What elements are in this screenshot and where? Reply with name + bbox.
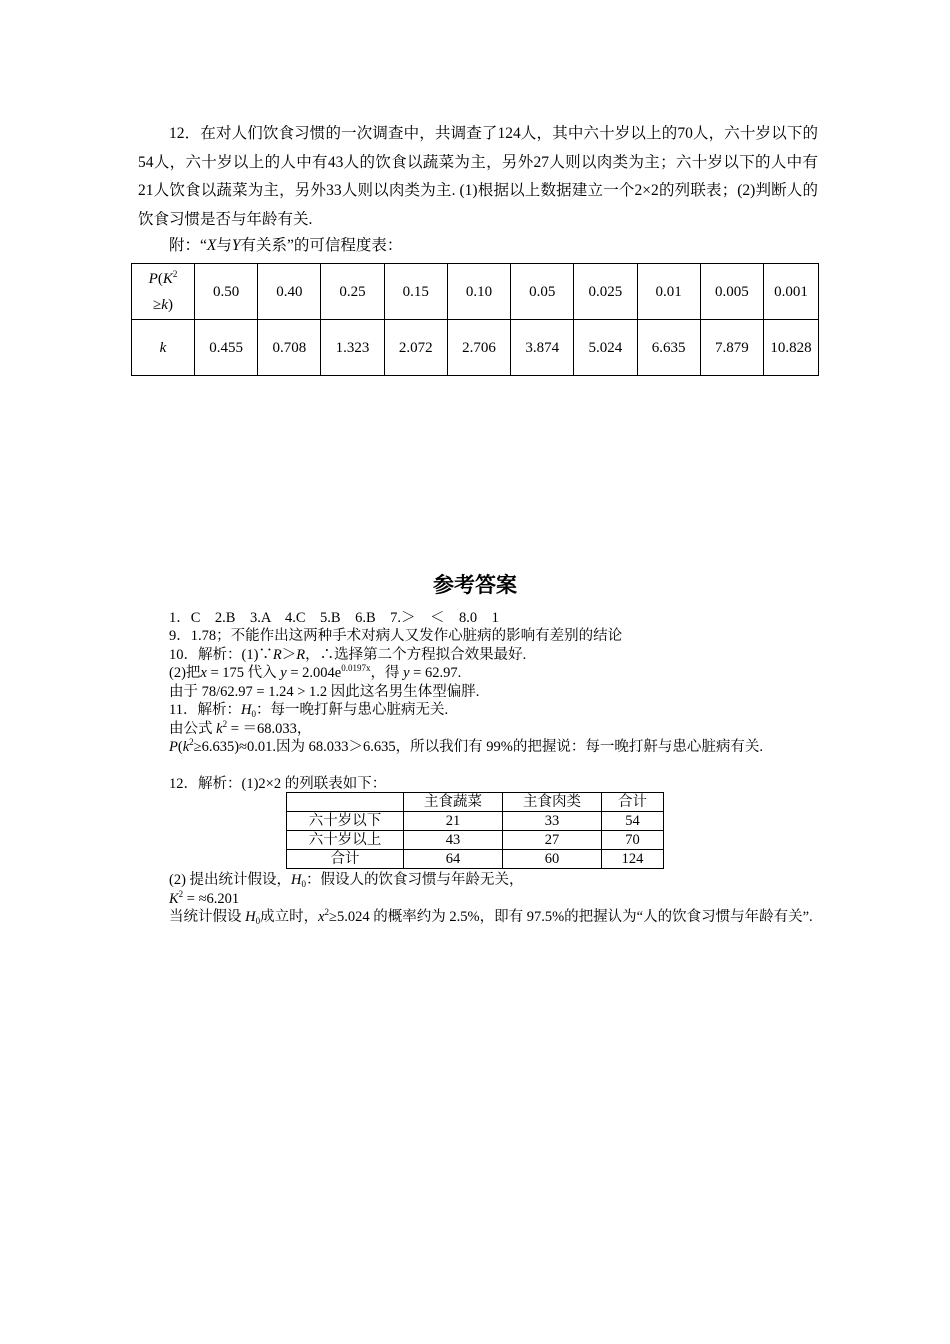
table-row	[287, 831, 664, 850]
table-cell	[287, 793, 404, 812]
table-cell: 21	[404, 812, 503, 831]
row-label-p: $P(K^2$ ≥k)	[132, 264, 195, 320]
table-cell: 六十岁以下	[287, 812, 404, 831]
problem-12-text	[138, 120, 818, 234]
table-cell: 27	[503, 831, 602, 850]
row-label-k: k	[132, 320, 195, 376]
answer-line-11: 11．解析：$H_0$：每一晚打鼾与患心脏病无关.	[169, 702, 449, 719]
table-row	[287, 850, 664, 869]
p-cell: 0.005	[700, 264, 763, 320]
appendix-prefix: 附：“	[169, 237, 207, 254]
k-cell: 2.706	[447, 320, 510, 376]
p-cell: 0.50	[195, 264, 258, 320]
answer-line-10-3: 由于 78/62.97 = 1.24 > 1.2 因此这名男生体型偏胖.	[169, 684, 480, 700]
table-header-row	[287, 793, 664, 812]
k-cell: 10.828	[764, 320, 819, 376]
answer-line-12: 12．解析：(1)2×2 的列联表如下：	[169, 776, 387, 792]
table-cell: 54	[602, 812, 664, 831]
answer-line-12-3: $K^2 = \approx 6.201$	[169, 889, 240, 907]
k-cell: 1.323	[321, 320, 384, 376]
answer-line-12-4: 当统计假设 $H_0$成立时，$x^2\ge 5.024$ 的概率约为 2.5%，即有 97.5%的把握认为“人的饮食习惯与年龄有关”.	[169, 907, 813, 926]
table-header: 主食肉类	[503, 793, 602, 812]
appendix-suffix: 有关系”的可信程度表：	[240, 237, 403, 254]
appendix-line	[138, 232, 818, 261]
table-cell: 124	[602, 850, 664, 869]
answers-title: 参考答案	[433, 573, 517, 597]
table-cell: 合计	[287, 850, 404, 869]
answer-line-10-2: (2)把x = 175 代入 $y = 2.004e^{0.0197x}$，得 y = 62.97.	[169, 663, 462, 681]
k-cell: 3.874	[511, 320, 574, 376]
answer-line-10: 10．解析：(1)∵R＞R，∴选择第二个方程拟合效果最好.	[169, 647, 527, 663]
table-cell: 64	[404, 850, 503, 869]
answer-line-11-2: 由公式 $k^2 = =68.033$，	[169, 719, 312, 737]
p-cell: 0.15	[384, 264, 447, 320]
table-header: 合计	[602, 793, 664, 812]
table-cell: 43	[404, 831, 503, 850]
k-cell: 0.708	[258, 320, 321, 376]
critical-value-table	[131, 263, 819, 376]
p-cell: 0.40	[258, 264, 321, 320]
k-cell: 0.455	[195, 320, 258, 376]
table-cell: 33	[503, 812, 602, 831]
table-row	[287, 812, 664, 831]
p-cell: 0.10	[447, 264, 510, 320]
p-cell: 0.01	[637, 264, 700, 320]
table-cell: 70	[602, 831, 664, 850]
problem-number: 12．	[169, 125, 201, 142]
k-cell: 6.635	[637, 320, 700, 376]
k-cell: 7.879	[700, 320, 763, 376]
k-cell: 2.072	[384, 320, 447, 376]
p-cell: 0.05	[511, 264, 574, 320]
answer-line-1: 1．C 2.B 3.A 4.C 5.B 6.B 7.＞ ＜ 8.0 1	[169, 610, 499, 626]
k-cell: 5.024	[574, 320, 637, 376]
table-cell: 六十岁以上	[287, 831, 404, 850]
p-cell: 0.25	[321, 264, 384, 320]
appendix-mid: 与	[216, 237, 232, 254]
p-cell: 0.001	[764, 264, 819, 320]
answer-line-9: 9．1.78；不能作出这两种手术对病人又发作心脏病的影响有差别的结论	[169, 628, 623, 644]
problem-body: 在对人们饮食习惯的一次调查中，共调查了124人，其中六十岁以上的70人，六十岁以下的54人，六十岁以上的人中有43人的饮食以蔬菜为主，另外27人则以肉类为主；六十岁以下的人中有21人饮食以蔬菜为主，另外33人则以肉类为主. (1)根据以上数据建立一个2×2的列联表；(2)判断人的饮食习惯是否与年龄有关.	[138, 125, 818, 228]
p-cell: 0.025	[574, 264, 637, 320]
table-cell: 60	[503, 850, 602, 869]
table-row-p	[132, 264, 819, 320]
contingency-table	[286, 792, 664, 869]
var-y: Y	[231, 237, 241, 254]
table-header: 主食蔬菜	[404, 793, 503, 812]
answer-line-11-3: $P(k^2\ge 6.635)\approx 0.01$.因为 68.033＞6.635，所以我们有 99%的把握说：每一晚打鼾与患心脏病有关.	[169, 737, 763, 755]
table-row-k	[132, 320, 819, 376]
answer-line-12-2: (2) 提出统计假设，$H_0$：假设人的饮食习惯与年龄无关，	[169, 872, 524, 889]
var-x: X	[206, 237, 217, 254]
